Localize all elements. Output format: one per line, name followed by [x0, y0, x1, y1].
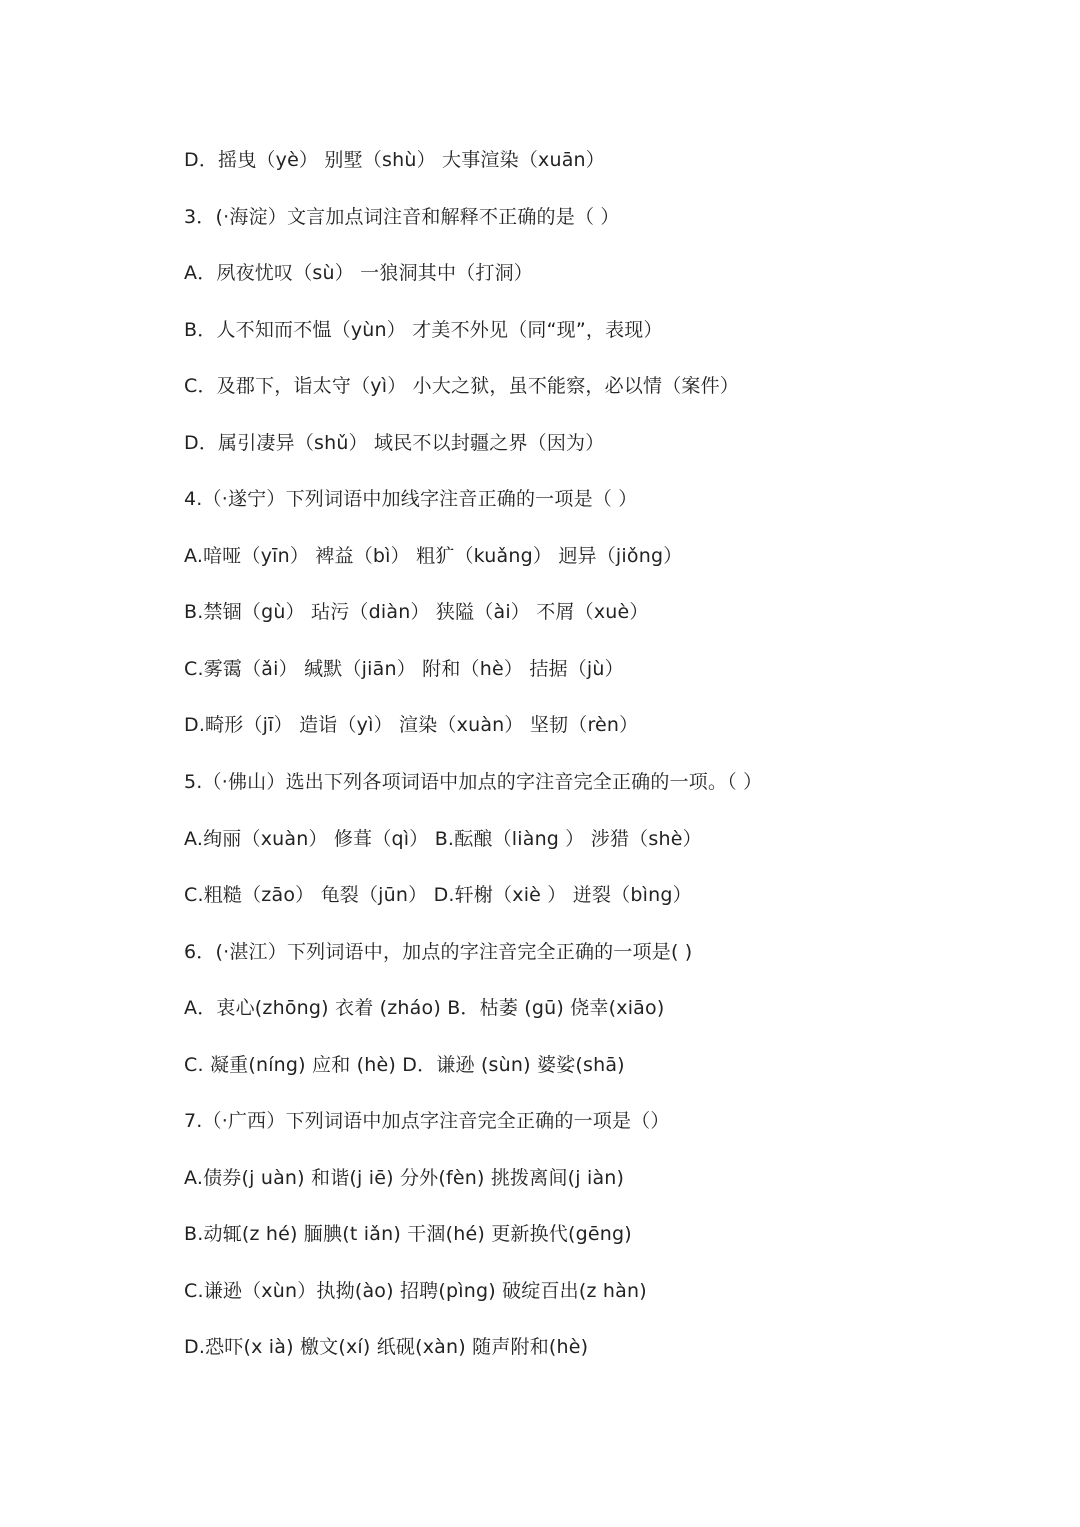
- question-stem: 6．(·湛江）下列词语中，加点的字注音完全正确的一项是( ): [184, 940, 693, 963]
- answer-option: A.绚丽（xuàn） 修葺（qì） B.酝酿（liàng ） 涉猎（shè）: [184, 827, 702, 850]
- question-stem: 3．(·海淀）文言加点词注音和解释不正确的是（ ）: [184, 205, 620, 228]
- answer-option: D．属引凄异（shǔ） 域民不以封疆之界（因为）: [184, 431, 605, 454]
- answer-option: D.畸形（jī） 造诣（yì） 渲染（xuàn） 坚韧（rèn）: [184, 714, 639, 737]
- question-stem: 5.（·佛山）选出下列各项词语中加点的字注音完全正确的一项。（ ）: [184, 771, 763, 794]
- answer-option: A.债券(j uàn) 和谐(j iē) 分外(fèn) 挑拨离间(j iàn): [184, 1166, 625, 1189]
- answer-option: C. 凝重(níng) 应和 (hè) D．谦逊 (sùn) 婆娑(shā): [184, 1053, 625, 1076]
- answer-option: C.谦逊（xùn）执拗(ào) 招聘(pìng) 破绽百出(z hàn): [184, 1279, 647, 1302]
- answer-option: B.禁锢（gù） 玷污（diàn） 狭隘（ài） 不屑（xuè）: [184, 601, 649, 624]
- answer-option: B．人不知而不愠（yùn） 才美不外见（同“现”，表现）: [184, 318, 663, 341]
- answer-option: A．衷心(zhōng) 衣着 (zháo) B．枯萎 (gū) 侥幸(xiāo): [184, 997, 665, 1020]
- answer-option: A.喑哑（yīn） 裨益（bì） 粗犷（kuǎng） 迥异（jiǒng）: [184, 544, 683, 567]
- text-line: D．摇曳（yè） 别墅（shù） 大事渲染（xuān）: [184, 149, 605, 171]
- answer-option: C．及郡下，诣太守（yì） 小大之狱，虽不能察，必以情（案件）: [184, 375, 740, 398]
- question-stem: 7.（·广西）下列词语中加点字注音完全正确的一项是（）: [184, 1110, 670, 1133]
- question-stem: 4.（·遂宁）下列词语中加线字注音正确的一项是（ ）: [184, 488, 638, 511]
- answer-option: A．夙夜忧叹（sù） 一狼洞其中（打洞）: [184, 262, 533, 285]
- question-list: [184, 142, 1044, 1386]
- answer-option: D.恐吓(x ià) 檄文(xí) 纸砚(xàn) 随声附和(hè): [184, 1336, 589, 1359]
- answer-option: C.粗糙（zāo） 龟裂（jūn） D.轩榭（xiè ） 迸裂（bìng）: [184, 884, 692, 907]
- answer-option: C.雾霭（ǎi） 缄默（jiān） 附和（hè） 拮据（jù）: [184, 657, 624, 680]
- answer-option: B.动辄(z hé) 腼腆(t iǎn) 干涸(hé) 更新换代(gēng): [184, 1223, 632, 1246]
